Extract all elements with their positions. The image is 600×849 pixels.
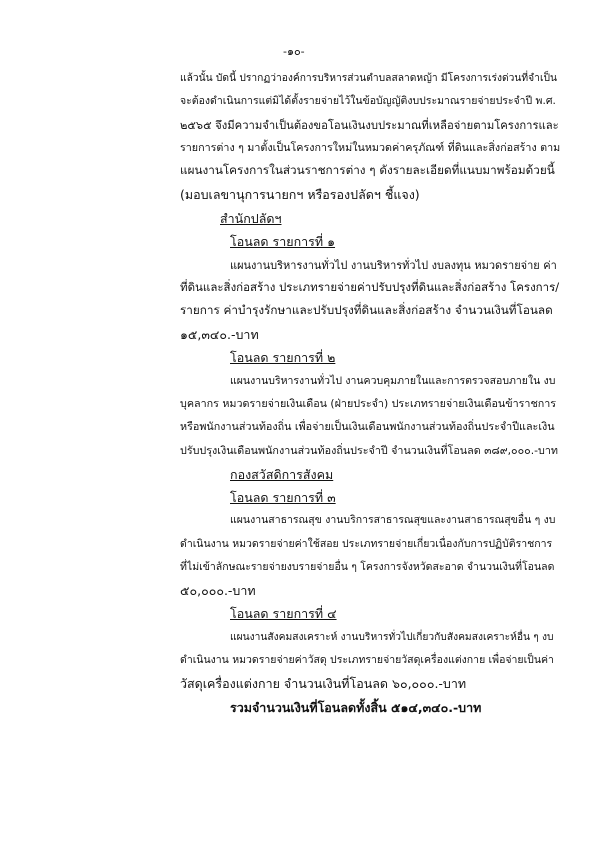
transfer-2-heading: โอนลด รายการที่ ๒ [230,350,336,365]
page-number: -๑๐- [283,45,305,58]
transfer-1-line-1: แผนงานบริหารงานทั่วไป งานบริหารทั่วไป งบลงทุน หมวดรายจ่าย ค่า [230,259,557,272]
transfer-2-line-2: บุคลากร หมวดรายจ่ายเงินเดือน (ฝ่ายประจำ) ประเภทรายจ่ายเงินเดือนข้าราชการ [180,397,557,410]
transfer-3-amount: ๕๐,๐๐๐.-บาท [180,583,256,598]
intro-line-4: รายการต่าง ๆ มาตั้งเป็นโครงการใหม่ในหมวดค่าครุภัณฑ์ ที่ดินและสิ่งก่อสร้าง ตาม [180,141,561,154]
section-heading-social-welfare: กองสวัสดิการสังคม [230,467,334,482]
transfer-4-line-2: ดำเนินงาน หมวดรายจ่ายค่าวัสดุ ประเภทรายจ่ายวัสดุเครื่องแต่งกาย เพื่อจ่ายเป็นค่า [180,654,554,666]
total-amount: รวมจำนวนเงินที่โอนลดทั้งสิ้น ๕๑๔,๓๔๐.-บาท [230,700,482,715]
intro-line-6: (มอบเลขานุการนายกฯ หรือรองปลัดฯ ชี้แจง) [180,187,420,202]
transfer-4-line-3: วัสดุเครื่องแต่งกาย จำนวนเงินที่โอนลด ๖๐,๐๐๐.-บาท [180,676,467,691]
transfer-3-line-2: ดำเนินงาน หมวดรายจ่ายค่าใช้สอย ประเภทรายจ่ายเกี่ยวเนื่องกับการปฏิบัติราชการ [180,538,553,550]
section-heading-office: สำนักปลัดฯ [220,211,282,226]
transfer-3-heading: โอนลด รายการที่ ๓ [230,490,336,505]
transfer-2-line-3: หรือพนักงานส่วนท้องถิ่น เพื่อจ่ายเป็นเงินเดือนพนักงานส่วนท้องถิ่นประจำปีและเงิน [180,420,555,433]
intro-line-3: ๒๕๖๕ จึงมีความจำเป็นต้องขอโอนเงินงบประมาณที่เหลือจ่ายตามโครงการและ [180,119,559,132]
transfer-2-line-4: ปรับปรุงเงินเดือนพนักงานส่วนท้องถิ่นประจำปี จำนวนเงินที่โอนลด ๓๘๙,๐๐๐.-บาท [180,444,558,457]
intro-line-2: จะต้องดำเนินการแต่มิได้ตั้งรายจ่ายไว้ในข้อบัญญัติงบประมาณรายจ่ายประจำปี พ.ศ. [180,95,556,107]
transfer-2-line-1: แผนงานบริหารงานทั่วไป งานควบคุมภายในและการตรวจสอบภายใน งบ [230,375,556,387]
intro-line-5: แผนงานโครงการในส่วนราชการต่าง ๆ ดังรายละเอียดที่แนบมาพร้อมด้วยนี้ [180,163,555,177]
transfer-1-line-3: รายการ ค่าบำรุงรักษาและปรับปรุงที่ดินและสิ่งก่อสร้าง จำนวนเงินที่โอนลด [180,303,553,317]
transfer-4-heading: โอนลด รายการที่ ๔ [230,606,337,621]
transfer-4-line-1: แผนงานสังคมสงเคราะห์ งานบริหารทั่วไปเกี่ยวกับสังคมสงเคราะห์อื่น ๆ งบ [230,631,554,643]
transfer-1-heading: โอนลด รายการที่ ๑ [230,234,336,249]
transfer-3-line-1: แผนงานสาธารณสุข งานบริการสาธารณสุขและงานสาธารณสุขอื่น ๆ งบ [230,514,556,526]
transfer-1-amount: ๑๕,๓๔๐.-บาท [180,327,259,342]
transfer-1-line-2: ที่ดินและสิ่งก่อสร้าง ประเภทรายจ่ายค่าปรับปรุงที่ดินและสิ่งก่อสร้าง โครงการ/ [180,280,560,294]
intro-line-1: แล้วนั้น บัดนี้ ปรากฏว่าองค์การบริหารส่วนตำบลสลาดหญ้า มีโครงการเร่งด่วนที่จำเป็น [180,72,557,84]
transfer-3-line-3: ที่ไม่เข้าลักษณะรายจ่ายงบรายจ่ายอื่น ๆ โครงการจังหวัดสะอาด จำนวนเงินที่โอนลด [180,561,555,573]
